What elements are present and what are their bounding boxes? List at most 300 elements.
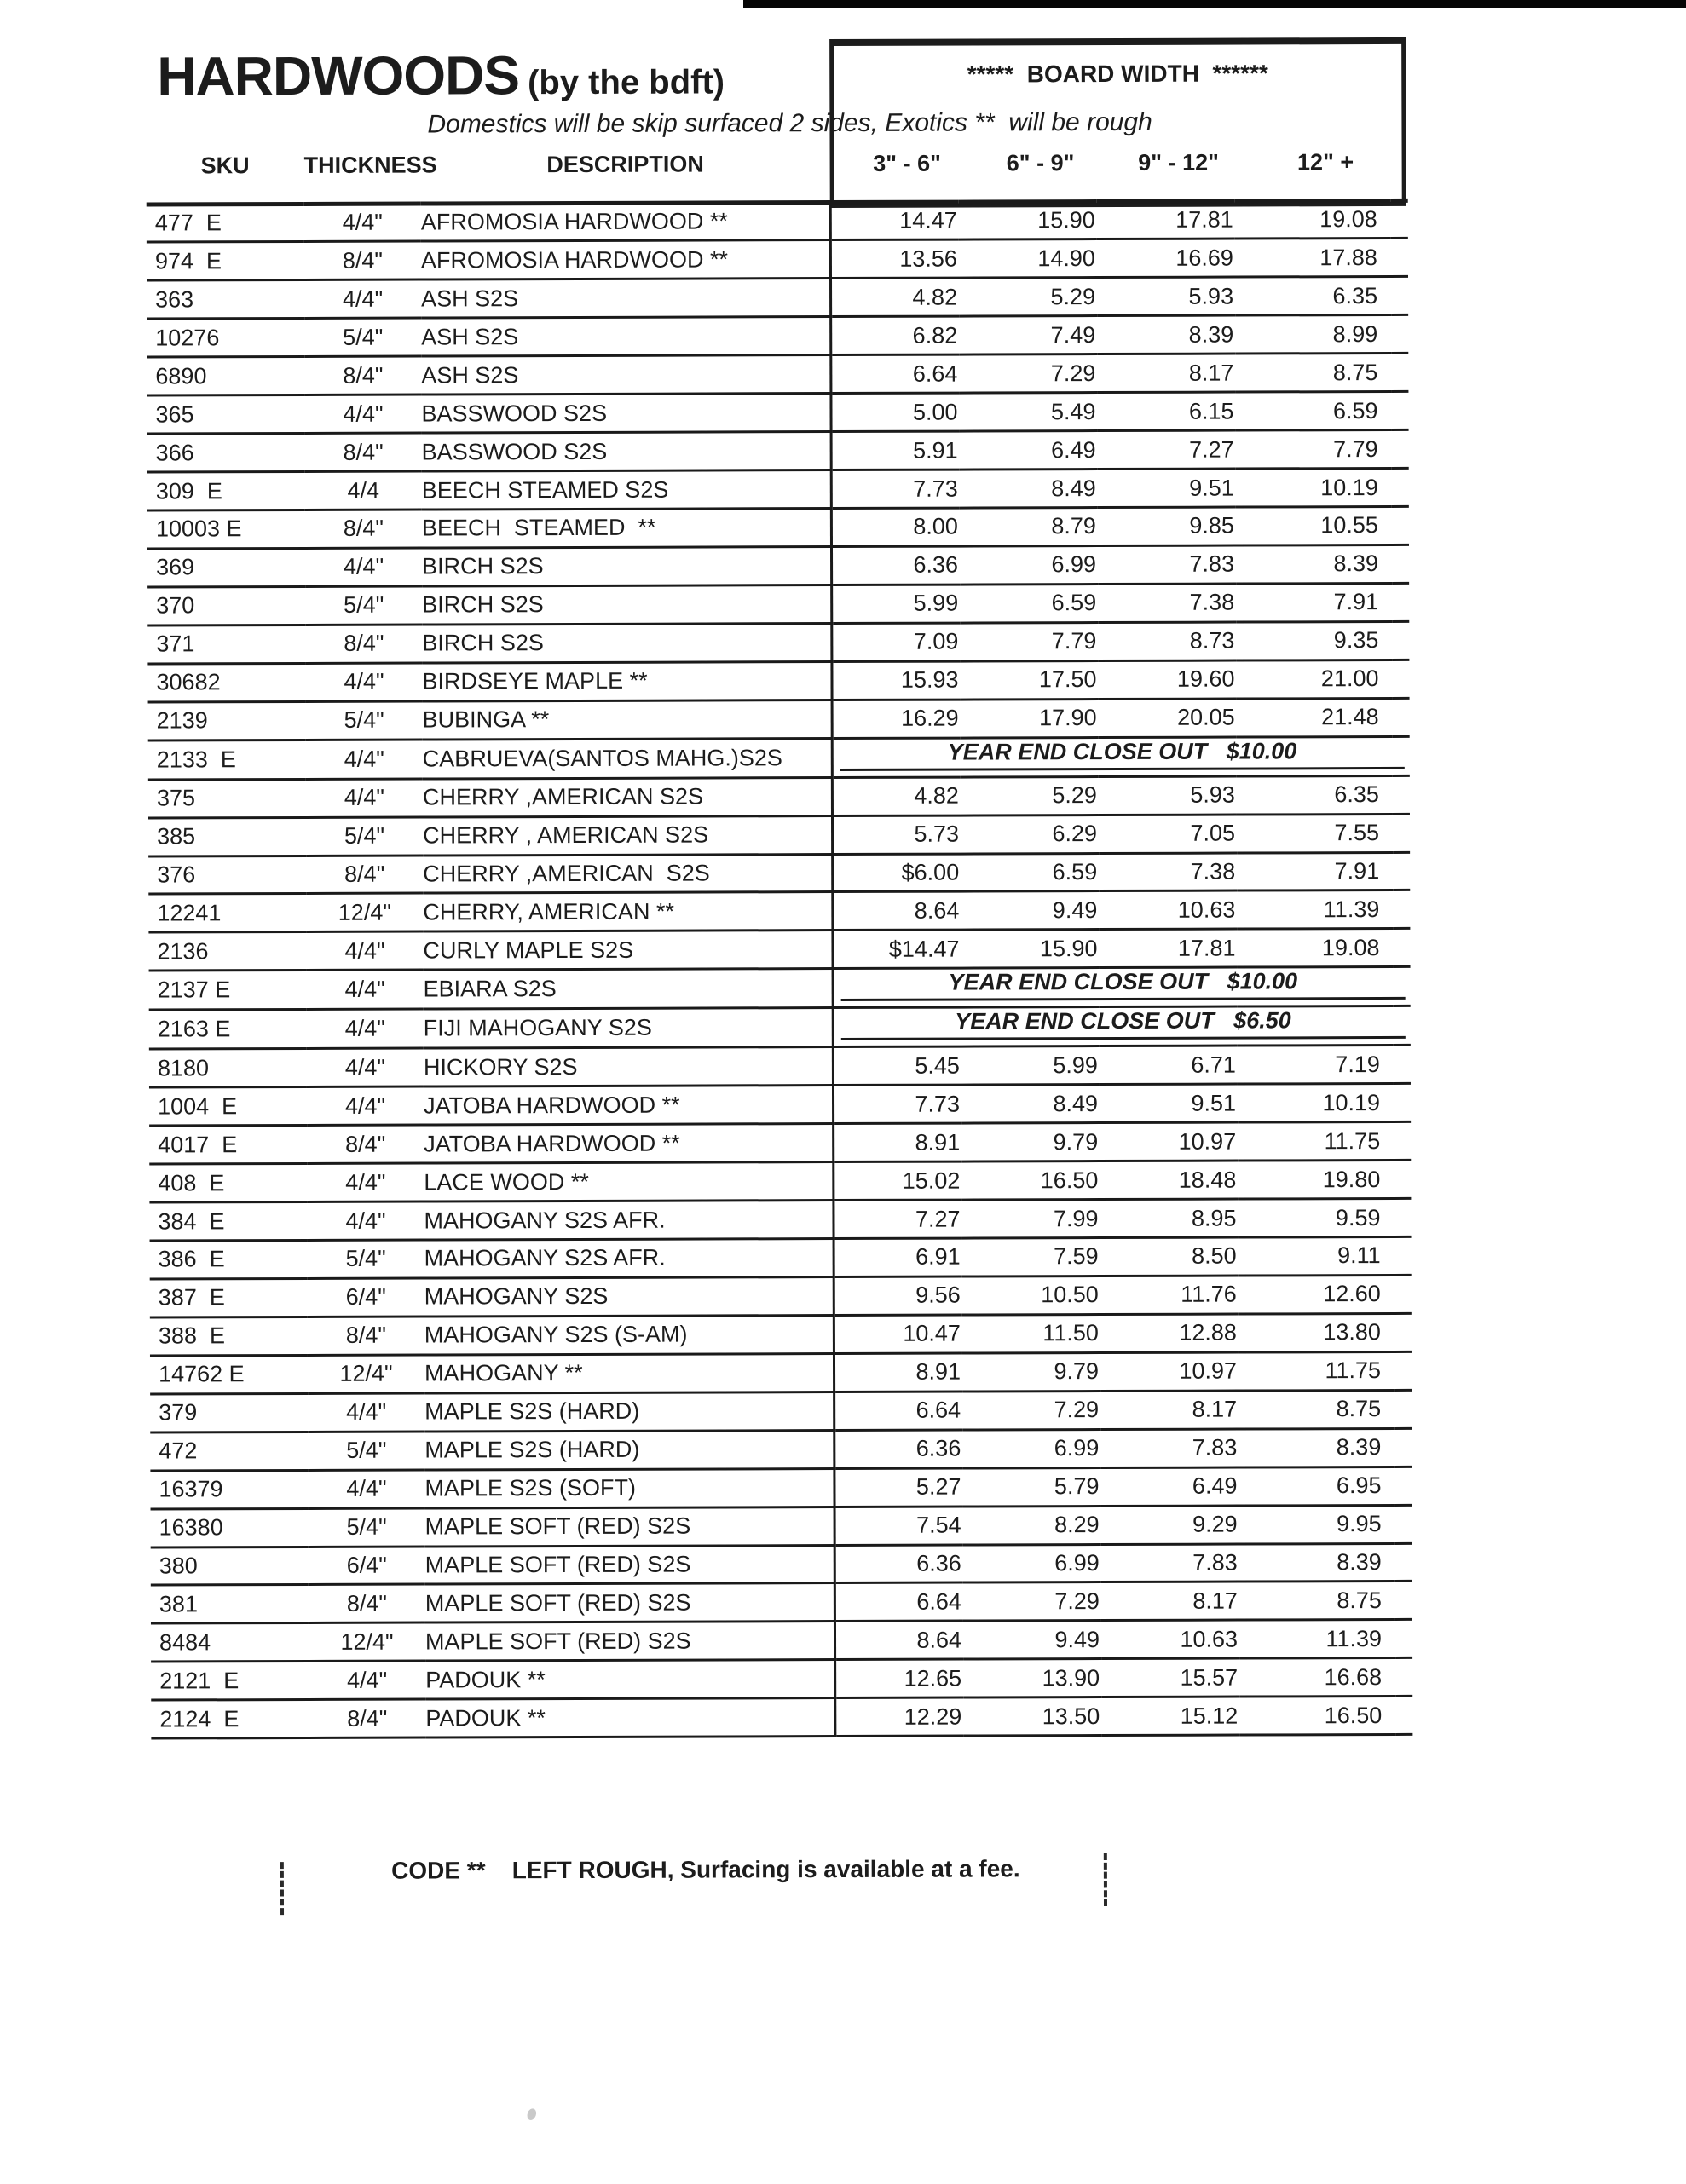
sku-cell: 12241	[148, 894, 306, 933]
sku-cell: 2121 E	[151, 1662, 309, 1701]
price-cell: 8.00	[831, 508, 960, 546]
price-cell: 10.19	[1236, 469, 1392, 508]
description-cell: ASH S2S	[421, 317, 830, 356]
price-cell: 5.99	[831, 585, 960, 623]
price-cell: 9.79	[962, 1352, 1100, 1391]
table-row	[149, 967, 1411, 1011]
thickness-cell: 4/4"	[304, 204, 421, 242]
price-cell: 6.91	[834, 1238, 962, 1276]
row-padding-cell	[1394, 1122, 1411, 1161]
price-cell: 5.29	[961, 776, 1099, 815]
description-cell: BIRCH S2S	[422, 546, 831, 585]
thickness-cell: 4/4"	[309, 1661, 425, 1699]
price-cell: 6.36	[834, 1545, 963, 1583]
sku-cell: 371	[147, 625, 305, 664]
description-cell: MAPLE SOFT (RED) S2S	[425, 1622, 834, 1661]
sku-cell: 477 E	[147, 204, 304, 243]
price-cell: 7.83	[1101, 1544, 1239, 1582]
sku-cell: 472	[150, 1432, 308, 1471]
table-row	[147, 392, 1408, 435]
description-cell: BASSWOOD S2S	[422, 432, 831, 471]
price-cell: 15.57	[1101, 1658, 1239, 1697]
row-padding-cell	[1394, 1390, 1412, 1428]
sku-cell: 386 E	[150, 1240, 308, 1279]
price-cell: 7.27	[1098, 430, 1236, 469]
price-cell: 12.60	[1239, 1275, 1394, 1314]
description-cell: BASSWOOD S2S	[421, 394, 830, 433]
price-cell: 5.73	[832, 815, 961, 854]
price-cell: 9.29	[1101, 1506, 1239, 1544]
price-cell: 8.79	[960, 508, 1098, 546]
price-cell: 7.73	[831, 470, 960, 508]
table-row	[150, 1351, 1412, 1394]
table-row	[148, 698, 1410, 740]
price-cell: 21.00	[1236, 660, 1392, 699]
price-cell: 7.54	[834, 1507, 963, 1545]
thickness-cell: 4/4"	[306, 931, 423, 970]
price-cell: 11.76	[1100, 1276, 1239, 1314]
sku-cell: 2163 E	[149, 1010, 307, 1050]
price-cell: 6.64	[834, 1582, 963, 1621]
price-cell: 18.48	[1100, 1161, 1238, 1199]
description-cell: JATOBA HARDWOOD **	[424, 1086, 833, 1125]
price-cell: 16.68	[1239, 1658, 1395, 1697]
column-header-pad	[1390, 135, 1407, 200]
thickness-cell: 4/4"	[304, 279, 421, 318]
price-cell: 21.48	[1237, 698, 1393, 737]
price-cell: $14.47	[832, 930, 961, 968]
price-cell: 17.90	[961, 699, 1099, 737]
sku-cell: 387 E	[150, 1278, 308, 1317]
table-row	[149, 1198, 1411, 1241]
price-cell: 8.91	[833, 1123, 961, 1161]
price-cell: 19.60	[1098, 660, 1236, 699]
price-cell: 15.90	[961, 930, 1099, 968]
row-padding-cell	[1395, 1543, 1412, 1582]
sku-cell: 30682	[147, 663, 305, 702]
price-cell: 8.95	[1100, 1199, 1238, 1237]
price-cell: 8.39	[1097, 315, 1235, 354]
price-cell: 19.08	[1237, 929, 1393, 968]
price-cell: 9.56	[834, 1276, 962, 1315]
row-padding-cell	[1392, 583, 1409, 621]
thickness-cell: 4/4"	[306, 740, 423, 779]
row-padding-cell	[1395, 1697, 1412, 1735]
description-cell: MAPLE S2S (HARD)	[424, 1430, 834, 1469]
table-row	[151, 1582, 1412, 1624]
row-padding-cell	[1393, 775, 1410, 814]
column-header-width-3-6: 3" - 6"	[829, 136, 958, 202]
price-cell: 15.90	[959, 201, 1097, 239]
price-cell: 20.05	[1099, 699, 1237, 737]
fold-mark-left	[280, 1862, 284, 1915]
table-row	[148, 929, 1410, 971]
description-cell: MAHOGANY S2S AFR.	[424, 1201, 833, 1240]
price-cell: 6.35	[1235, 277, 1391, 316]
sku-cell: 380	[151, 1547, 309, 1586]
thickness-cell: 6/4"	[309, 1547, 425, 1585]
price-cell: 14.90	[959, 239, 1097, 278]
description-cell: HICKORY S2S	[424, 1047, 833, 1086]
price-cell: 6.59	[961, 853, 1099, 891]
price-cell: 6.15	[1097, 392, 1235, 430]
table-row	[147, 430, 1409, 473]
sku-cell: 2139	[148, 701, 306, 740]
price-cell: 6.99	[963, 1544, 1101, 1582]
thickness-cell: 5/4"	[306, 817, 423, 856]
description-cell: CABRUEVA(SANTOS MAHG.)S2S	[423, 738, 832, 779]
page-title	[157, 43, 725, 107]
description-cell: CHERRY ,AMERICAN S2S	[423, 854, 832, 893]
price-cell: 9.51	[1100, 1084, 1238, 1122]
sku-cell: 14762 E	[150, 1355, 308, 1394]
row-padding-cell	[1393, 698, 1410, 736]
table-row	[148, 775, 1410, 818]
thickness-cell: 8/4"	[309, 1699, 425, 1737]
table-row	[150, 1428, 1412, 1471]
price-cell: 11.39	[1237, 890, 1393, 930]
price-table-body	[147, 200, 1413, 1738]
price-cell: 7.09	[831, 623, 960, 661]
thickness-cell: 8/4"	[304, 241, 421, 279]
thickness-cell: 8/4"	[309, 1584, 425, 1622]
description-cell: MAPLE S2S (SOFT)	[424, 1468, 834, 1507]
thickness-cell: 4/4"	[305, 548, 422, 586]
description-cell: CHERRY ,AMERICAN S2S	[423, 777, 832, 816]
price-cell: 17.81	[1097, 201, 1235, 239]
year-end-closeout-note: YEAR END CLOSE OUT $6.50	[840, 1007, 1406, 1040]
sku-cell: 370	[147, 586, 305, 625]
description-cell: MAPLE SOFT (RED) S2S	[425, 1507, 834, 1546]
column-header-thickness: THICKNESS	[303, 138, 420, 204]
thickness-cell: 4/4"	[307, 1201, 424, 1240]
thickness-cell: 12/4"	[306, 893, 423, 931]
table-row	[147, 583, 1409, 625]
price-cell: 17.88	[1235, 239, 1391, 278]
thickness-cell: 4/4"	[306, 779, 423, 817]
price-cell: 6.29	[961, 815, 1099, 853]
thickness-cell: 8/4"	[305, 625, 422, 663]
price-cell: 6.59	[960, 584, 1098, 622]
code-footnote: CODE ** LEFT ROUGH, Surfacing is available at a fee.	[391, 1855, 1020, 1884]
description-cell: MAPLE SOFT (RED) S2S	[425, 1545, 834, 1584]
description-cell: MAHOGANY S2S (S-AM)	[424, 1315, 834, 1354]
price-cell: 6.59	[1235, 392, 1391, 431]
price-cell: 9.51	[1098, 469, 1236, 507]
closeout-cell	[833, 1006, 1411, 1047]
closeout-cell	[833, 967, 1411, 1008]
row-padding-cell	[1391, 315, 1408, 354]
price-cell: 13.90	[963, 1659, 1101, 1697]
description-cell: BEECH STEAMED **	[422, 509, 831, 548]
row-padding-cell	[1391, 200, 1408, 239]
price-cell: $6.00	[832, 854, 961, 892]
sku-cell: 2133 E	[148, 740, 306, 780]
page-title-main: HARDWOODS	[157, 44, 520, 107]
table-row	[147, 660, 1409, 702]
table-row	[147, 315, 1408, 358]
table-row	[149, 1122, 1411, 1165]
row-padding-cell	[1392, 430, 1409, 469]
table-row	[147, 200, 1408, 243]
sku-cell: 388 E	[150, 1317, 308, 1356]
price-cell: 8.75	[1239, 1390, 1394, 1429]
price-cell: 6.99	[960, 545, 1098, 584]
row-padding-cell	[1394, 1351, 1412, 1390]
sku-cell: 6890	[147, 357, 304, 396]
table-row	[150, 1390, 1412, 1432]
page-title-note: (by the bdft)	[527, 63, 725, 102]
row-padding-cell	[1394, 1313, 1412, 1351]
price-cell: 9.35	[1236, 621, 1392, 660]
thickness-cell: 5/4"	[306, 701, 423, 740]
price-cell: 7.99	[961, 1200, 1100, 1238]
price-cell: 9.49	[961, 891, 1099, 930]
price-cell: 10.55	[1236, 506, 1392, 545]
price-cell: 8.50	[1100, 1237, 1239, 1276]
price-cell: 6.49	[960, 431, 1098, 470]
sku-cell: 8484	[151, 1623, 309, 1662]
price-cell: 6.95	[1239, 1467, 1394, 1506]
price-cell: 6.36	[834, 1430, 962, 1468]
price-cell: 6.35	[1237, 775, 1393, 815]
table-row	[150, 1236, 1412, 1279]
table-row	[150, 1467, 1412, 1509]
price-cell: 12.65	[834, 1659, 963, 1697]
price-cell: 15.12	[1101, 1697, 1239, 1735]
thickness-cell: 4/4"	[307, 1009, 424, 1048]
row-padding-cell	[1394, 1046, 1411, 1084]
price-cell: 7.79	[1236, 430, 1392, 470]
sku-cell: 16379	[150, 1470, 308, 1509]
description-cell: MAHOGANY S2S AFR.	[424, 1239, 834, 1278]
sku-cell: 369	[147, 548, 305, 587]
price-cell: 9.49	[963, 1621, 1101, 1659]
price-cell: 19.80	[1238, 1161, 1394, 1200]
price-cell: 16.50	[1239, 1697, 1395, 1736]
row-padding-cell	[1392, 545, 1409, 583]
thickness-cell: 6/4"	[308, 1278, 424, 1317]
sku-cell: 363	[147, 280, 304, 320]
row-padding-cell	[1394, 1428, 1412, 1467]
sku-cell: 1004 E	[149, 1087, 307, 1127]
scan-speck	[526, 2107, 538, 2122]
price-cell: 7.19	[1238, 1046, 1394, 1085]
thickness-cell: 5/4"	[305, 586, 422, 625]
price-cell: 11.50	[962, 1314, 1100, 1352]
column-header-width-9-12: 9" - 12"	[1096, 135, 1234, 202]
table-row	[147, 621, 1409, 664]
price-cell: 7.83	[1098, 545, 1236, 584]
description-cell: ASH S2S	[421, 355, 830, 395]
description-cell: MAHOGANY S2S	[424, 1276, 834, 1316]
price-cell: 16.50	[961, 1161, 1100, 1200]
thickness-cell: 8/4"	[307, 1125, 424, 1163]
hardwoods-price-table	[146, 135, 1412, 1740]
table-row	[149, 1006, 1411, 1050]
price-cell: 6.71	[1100, 1046, 1238, 1084]
table-row	[151, 1505, 1412, 1547]
price-cell: 10.63	[1101, 1620, 1239, 1658]
price-cell: 8.17	[1101, 1582, 1239, 1620]
row-padding-cell	[1392, 621, 1409, 660]
price-cell: 17.81	[1099, 929, 1237, 967]
price-cell: 7.29	[962, 1391, 1100, 1429]
description-cell: AFROMOSIA HARDWOOD **	[421, 240, 830, 279]
price-cell: 8.49	[960, 470, 1098, 508]
sku-cell: 10276	[147, 319, 304, 358]
sku-cell: 10003 E	[147, 510, 305, 549]
sku-cell: 379	[150, 1393, 308, 1432]
table-row	[148, 814, 1410, 856]
price-cell: 7.73	[833, 1085, 961, 1123]
thickness-cell: 12/4"	[308, 1355, 424, 1393]
price-cell: 19.08	[1235, 200, 1391, 239]
price-cell: 7.29	[963, 1582, 1101, 1621]
thickness-cell: 8/4"	[305, 433, 422, 471]
price-cell: 16.69	[1097, 239, 1235, 277]
price-cell: 13.56	[830, 240, 959, 279]
description-cell: PADOUK **	[425, 1698, 834, 1737]
thickness-cell: 5/4"	[304, 318, 421, 356]
price-cell: 8.17	[1100, 1391, 1239, 1429]
thickness-cell: 5/4"	[308, 1432, 424, 1470]
description-cell: CHERRY , AMERICAN S2S	[423, 815, 832, 855]
description-cell: BIRDSEYE MAPLE **	[422, 661, 831, 700]
table-row	[151, 1658, 1412, 1701]
price-cell: 12.88	[1100, 1314, 1239, 1352]
table-row	[147, 354, 1408, 396]
price-cell: 17.50	[960, 660, 1098, 699]
thickness-cell: 8/4"	[305, 510, 422, 548]
sku-cell: 4017 E	[149, 1126, 307, 1165]
price-cell: 5.00	[830, 393, 959, 431]
price-cell: 7.91	[1237, 852, 1393, 891]
description-cell: ASH S2S	[421, 279, 830, 318]
column-header-width-6-9: 6" - 9"	[958, 135, 1096, 202]
price-cell: 14.47	[830, 202, 959, 240]
price-cell: 8.49	[961, 1085, 1100, 1123]
sku-cell: 16380	[151, 1508, 309, 1547]
sku-cell: 2137 E	[149, 971, 307, 1011]
price-cell: 7.05	[1099, 815, 1237, 853]
sku-cell: 974 E	[147, 242, 304, 281]
thickness-cell: 4/4	[305, 471, 422, 510]
price-cell: 8.39	[1239, 1543, 1395, 1582]
column-header-width-12-plus: 12" +	[1234, 135, 1390, 201]
sku-cell: 366	[147, 434, 305, 473]
price-cell: 6.64	[830, 354, 959, 393]
table-row	[149, 1084, 1411, 1127]
price-cell: 7.49	[959, 316, 1097, 354]
price-cell: 5.29	[959, 278, 1097, 316]
sku-cell: 375	[148, 779, 306, 818]
row-padding-cell	[1395, 1582, 1412, 1620]
price-cell: 8.75	[1239, 1582, 1395, 1621]
price-cell: 13.50	[963, 1697, 1101, 1736]
table-header-row	[146, 135, 1407, 205]
sku-cell: 376	[148, 856, 306, 895]
sku-cell: 2124 E	[151, 1700, 309, 1739]
price-cell: 7.38	[1099, 853, 1237, 891]
row-padding-cell	[1393, 929, 1410, 967]
thickness-cell: 4/4"	[307, 1163, 424, 1201]
price-cell: 10.97	[1100, 1352, 1239, 1391]
description-cell: BIRCH S2S	[422, 623, 831, 662]
price-cell: 15.02	[833, 1161, 961, 1200]
row-padding-cell	[1393, 852, 1410, 890]
table-row	[147, 468, 1409, 510]
row-padding-cell	[1393, 890, 1410, 929]
price-cell: 6.64	[834, 1392, 962, 1430]
price-cell: 5.79	[962, 1467, 1100, 1506]
price-cell: 5.91	[831, 431, 960, 470]
closeout-cell	[832, 736, 1410, 777]
row-padding-cell	[1391, 392, 1408, 430]
row-padding-cell	[1394, 1467, 1412, 1505]
price-cell: 8.17	[1097, 354, 1235, 392]
price-cell: 12.29	[834, 1697, 963, 1736]
description-cell: JATOBA HARDWOOD **	[424, 1124, 833, 1163]
table-row	[151, 1543, 1412, 1586]
price-cell: 15.93	[831, 661, 960, 700]
price-cell: 10.19	[1238, 1084, 1394, 1123]
description-cell: EBIARA S2S	[424, 969, 833, 1010]
row-padding-cell	[1395, 1658, 1412, 1697]
row-padding-cell	[1394, 1084, 1411, 1122]
price-cell: 10.63	[1099, 890, 1237, 929]
description-cell: MAPLE SOFT (RED) S2S	[425, 1583, 834, 1622]
surfacing-subtitle: Domestics will be skip surfaced 2 sides, Exotics ** will be rough	[427, 107, 1152, 139]
price-cell: 8.64	[832, 892, 961, 931]
sku-cell: 385	[148, 817, 306, 856]
sku-cell: 309 E	[147, 472, 305, 511]
price-cell: 10.47	[834, 1315, 962, 1353]
price-cell: 8.64	[834, 1621, 963, 1659]
description-cell: CURLY MAPLE S2S	[423, 931, 832, 970]
table-row	[148, 736, 1410, 780]
table-row	[147, 277, 1408, 320]
thickness-cell: 4/4"	[307, 1086, 424, 1125]
row-padding-cell	[1392, 660, 1409, 698]
table-row	[148, 852, 1410, 895]
price-cell: 7.91	[1236, 583, 1392, 622]
price-cell: 7.38	[1098, 584, 1236, 622]
row-padding-cell	[1392, 468, 1409, 506]
description-cell: LACE WOOD **	[424, 1162, 833, 1201]
table-row	[151, 1697, 1412, 1739]
table-row	[150, 1313, 1412, 1356]
price-cell: 9.79	[961, 1123, 1100, 1161]
thickness-cell: 8/4"	[308, 1317, 424, 1355]
price-cell: 5.93	[1099, 776, 1237, 815]
row-padding-cell	[1391, 354, 1408, 392]
sku-cell: 2136	[148, 932, 306, 971]
thickness-cell: 8/4"	[306, 856, 423, 894]
price-cell: 13.80	[1239, 1313, 1394, 1352]
sku-cell: 381	[151, 1585, 309, 1624]
price-cell: 5.93	[1097, 277, 1235, 315]
table-row	[151, 1620, 1412, 1662]
thickness-cell: 8/4"	[304, 356, 421, 395]
price-cell: 8.75	[1235, 354, 1391, 393]
price-cell: 6.36	[831, 546, 960, 585]
price-cell: 5.49	[959, 393, 1097, 431]
price-cell: 9.11	[1239, 1236, 1394, 1276]
price-cell: 8.91	[834, 1353, 962, 1392]
row-padding-cell	[1394, 1161, 1411, 1199]
thickness-cell: 5/4"	[308, 1240, 424, 1278]
